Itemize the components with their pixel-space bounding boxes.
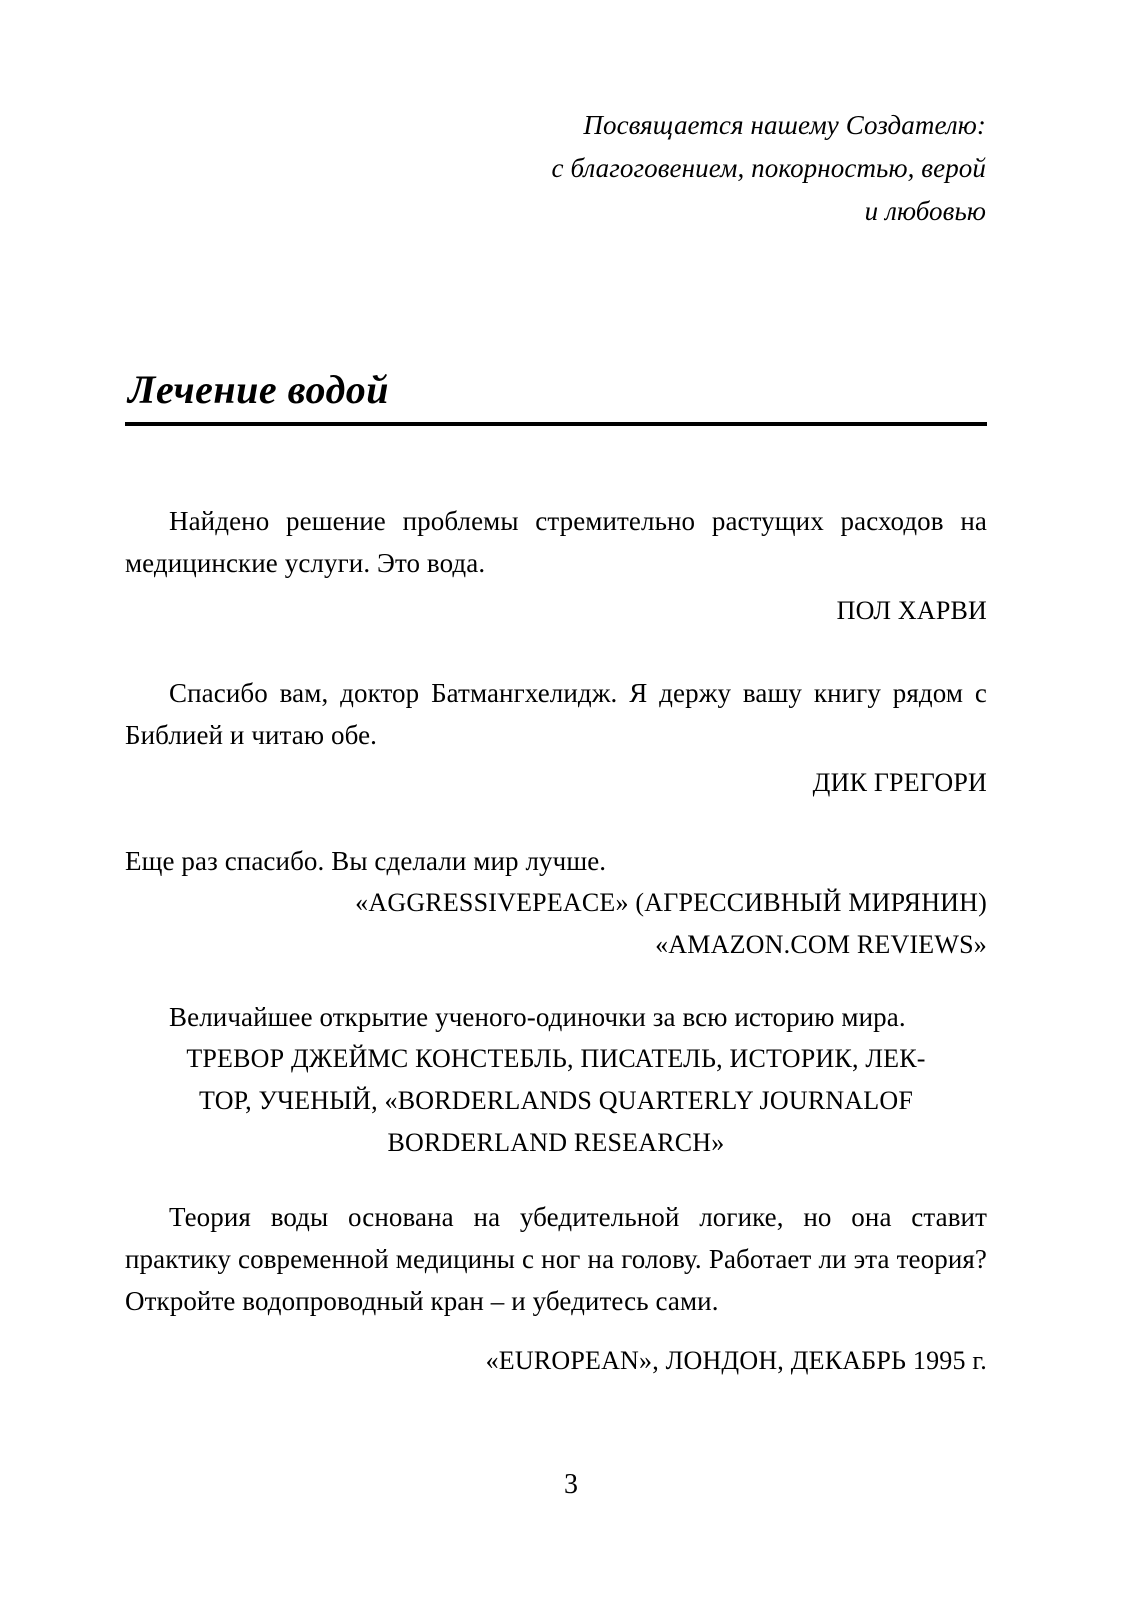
quote-attribution — [125, 882, 987, 966]
page-title: Лечение водой — [128, 367, 390, 412]
attribution-line: «EUROPEAN», ЛОНДОН, ДЕКАБРЬ 1995 г. — [485, 1346, 987, 1375]
attribution-line: BORDERLAND RESEARCH» — [387, 1128, 725, 1157]
quote-block — [125, 1196, 987, 1382]
quote-text: Найдено решение проблемы стремительно растущих расходов на медицинские услуги. Это вода. — [125, 506, 987, 578]
attribution-line: ТРЕВОР ДЖЕЙМС КОНСТЕБЛЬ, ПИСАТЕЛЬ, ИСТОРИК, ЛЕК- — [186, 1044, 926, 1073]
quote-text: Еще раз спасибо. Вы сделали мир лучше. — [125, 846, 607, 876]
attribution-line: ТОР, УЧЕНЫЙ, «BORDERLANDS QUARTERLY JOURNALOF — [198, 1086, 914, 1115]
quote-attribution — [125, 1340, 987, 1382]
quotes-container — [125, 500, 987, 1382]
quote-attribution — [125, 1038, 987, 1164]
quote-block — [125, 672, 987, 804]
dedication-block — [300, 104, 986, 233]
quote-text: Спасибо вам, доктор Батмангхелидж. Я держу вашу книгу рядом с Библией и читаю обе. — [125, 678, 987, 750]
quote-text: Теория воды основана на убедительной логике, но она ставит практику современной медицины с ног на голову. Работает ли эта теория? Откройте водопроводный кран – и убедитесь сами. — [125, 1202, 987, 1316]
page-number: 3 — [564, 1469, 578, 1500]
quote-block — [125, 996, 987, 1164]
attribution-line: «AGGRESSIVEPEACE» (АГРЕССИВНЫЙ МИРЯНИН) — [355, 888, 987, 917]
quote-attribution — [125, 762, 987, 804]
dedication-line-3: и любовью — [864, 196, 986, 226]
quote-block — [125, 840, 987, 966]
quote-attribution — [125, 590, 987, 632]
attribution-line: ДИК ГРЕГОРИ — [812, 768, 987, 797]
dedication-line-1: Посвящается нашему Создателю: — [583, 110, 986, 140]
title-divider — [125, 422, 987, 426]
title-block — [125, 366, 987, 426]
quote-block — [125, 500, 987, 632]
dedication-line-2: с благоговением, покорностью, верой — [551, 153, 986, 183]
attribution-line: «AMAZON.COM REVIEWS» — [655, 930, 987, 959]
attribution-line: ПОЛ ХАРВИ — [836, 596, 987, 625]
quote-text: Величайшее открытие ученого-одиночки за всю историю мира. — [169, 1002, 906, 1032]
